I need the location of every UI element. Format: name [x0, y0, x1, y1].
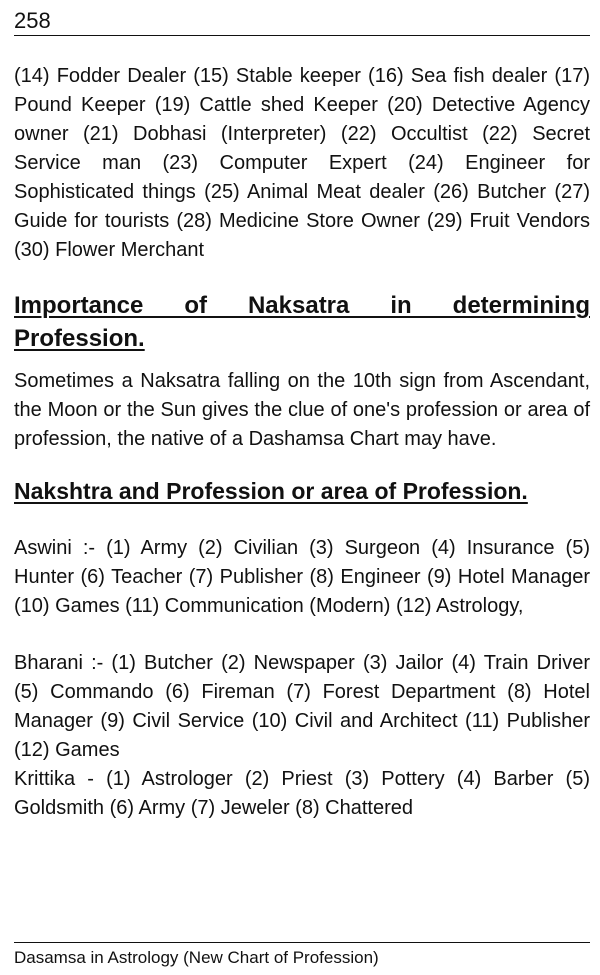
section-heading-nakshtra-profession: Nakshtra and Profession or area of Profession.: [14, 478, 528, 504]
nakshatra-entry-bharani: Bharani :- (1) Butcher (2) Newspaper (3) Jailor (4) Train Driver (5) Commando (6) Fireman (7) Forest Department (8) Hotel Manager (9) Civil Service (10) Civil and Architect (11) Publisher (12) Games: [14, 652, 590, 761]
section-heading-naksatra-importance: Importance of Naksatra in determining Profession.: [14, 292, 590, 352]
section-body-naksatra-importance: Sometimes a Naksatra falling on the 10th sign from Ascendant, the Moon or the Sun gives the clue of one's profession or area of profession, the native of a Dashamsa Chart may have.: [14, 370, 590, 450]
header-rule: [14, 35, 590, 36]
running-footer: Dasamsa in Astrology (New Chart of Profession): [14, 948, 379, 967]
nakshatra-entry-aswini: Aswini :- (1) Army (2) Civilian (3) Surgeon (4) Insurance (5) Hunter (6) Teacher (7) Publisher (8) Engineer (9) Hotel Manager (10) Games (11) Communication (Modern) (12) Astrology,: [14, 537, 590, 617]
continued-profession-list: (14) Fodder Dealer (15) Stable keeper (16) Sea fish dealer (17) Pound Keeper (19) Cattle shed Keeper (20) Detective Agency owner (21) Dobhasi (Interpreter) (22) Occultist (22) Secret Service man (23) Computer Expert (24) Engineer for Sophisticated things (25) Animal Meat dealer (26) Butcher (27) Guide for tourists (28) Medicine Store Owner (29) Fruit Vendors (30) Flower Merchant: [14, 65, 590, 261]
footer-rule: [14, 942, 590, 943]
page-content: [14, 62, 590, 823]
page-number: 258: [14, 8, 51, 33]
nakshatra-entry-krittika: Krittika - (1) Astrologer (2) Priest (3) Pottery (4) Barber (5) Goldsmith (6) Army (7) Jeweler (8) Chattered: [14, 768, 590, 819]
